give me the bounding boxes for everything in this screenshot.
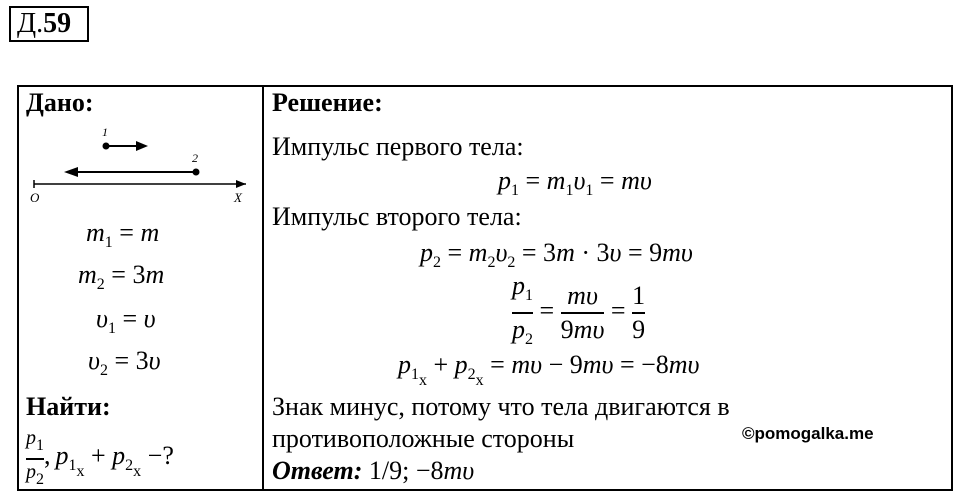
- solution-line-1: Импульс первого тела:: [272, 132, 524, 161]
- given-m1: $m_1 = m$: [86, 218, 160, 251]
- label-origin: O: [30, 190, 40, 205]
- column-divider: [262, 85, 264, 491]
- given-m2: $m_2 = 3m$: [78, 260, 165, 293]
- find-header: Найти:: [26, 392, 111, 421]
- label-x-axis: X: [234, 190, 242, 205]
- solution-header: Решение:: [272, 88, 383, 117]
- equation-ratio: $\frac{p_1}{p_2}$ = $\frac{m\upsilon}{9m\upsilon}$ = $\frac{1}{9}$: [512, 271, 646, 348]
- label-body-2: 2: [192, 151, 198, 165]
- problem-number: Д.59: [9, 6, 89, 42]
- given-header: Дано:: [26, 88, 94, 117]
- find-question: $\frac{p_1}{p_2}$ , $p_{1_x} + p_{2_x}$ −?: [26, 427, 174, 488]
- label-body-1: 1: [102, 126, 108, 139]
- watermark: ©pomogalka.me: [742, 424, 874, 443]
- answer-value: 1/9; −8mυ: [368, 456, 475, 485]
- motion-diagram: [28, 126, 254, 206]
- equation-sum: $p_{1_x} + p_{2_x} = m\upsilon - 9m\upsilon = -8m\upsilon$: [398, 350, 700, 389]
- given-v1: $\upsilon_1 = \upsilon$: [96, 304, 156, 337]
- solution-line-4: противоположные стороны: [272, 424, 575, 453]
- given-v2: $\upsilon_2 = 3\upsilon$: [88, 346, 161, 379]
- answer-label: Ответ:: [272, 456, 363, 485]
- answer: [272, 456, 474, 486]
- equation-p2: $p_2 = m_2\upsilon_2 = 3m \cdot 3\upsilon = 9m\upsilon$: [420, 238, 693, 271]
- solution-line-2: Импульс второго тела:: [272, 202, 522, 231]
- solution-line-3: Знак минус, потому что тела двигаются в: [272, 392, 730, 421]
- equation-p1: $p_1 = m_1\upsilon_1 = m\upsilon$: [498, 166, 652, 199]
